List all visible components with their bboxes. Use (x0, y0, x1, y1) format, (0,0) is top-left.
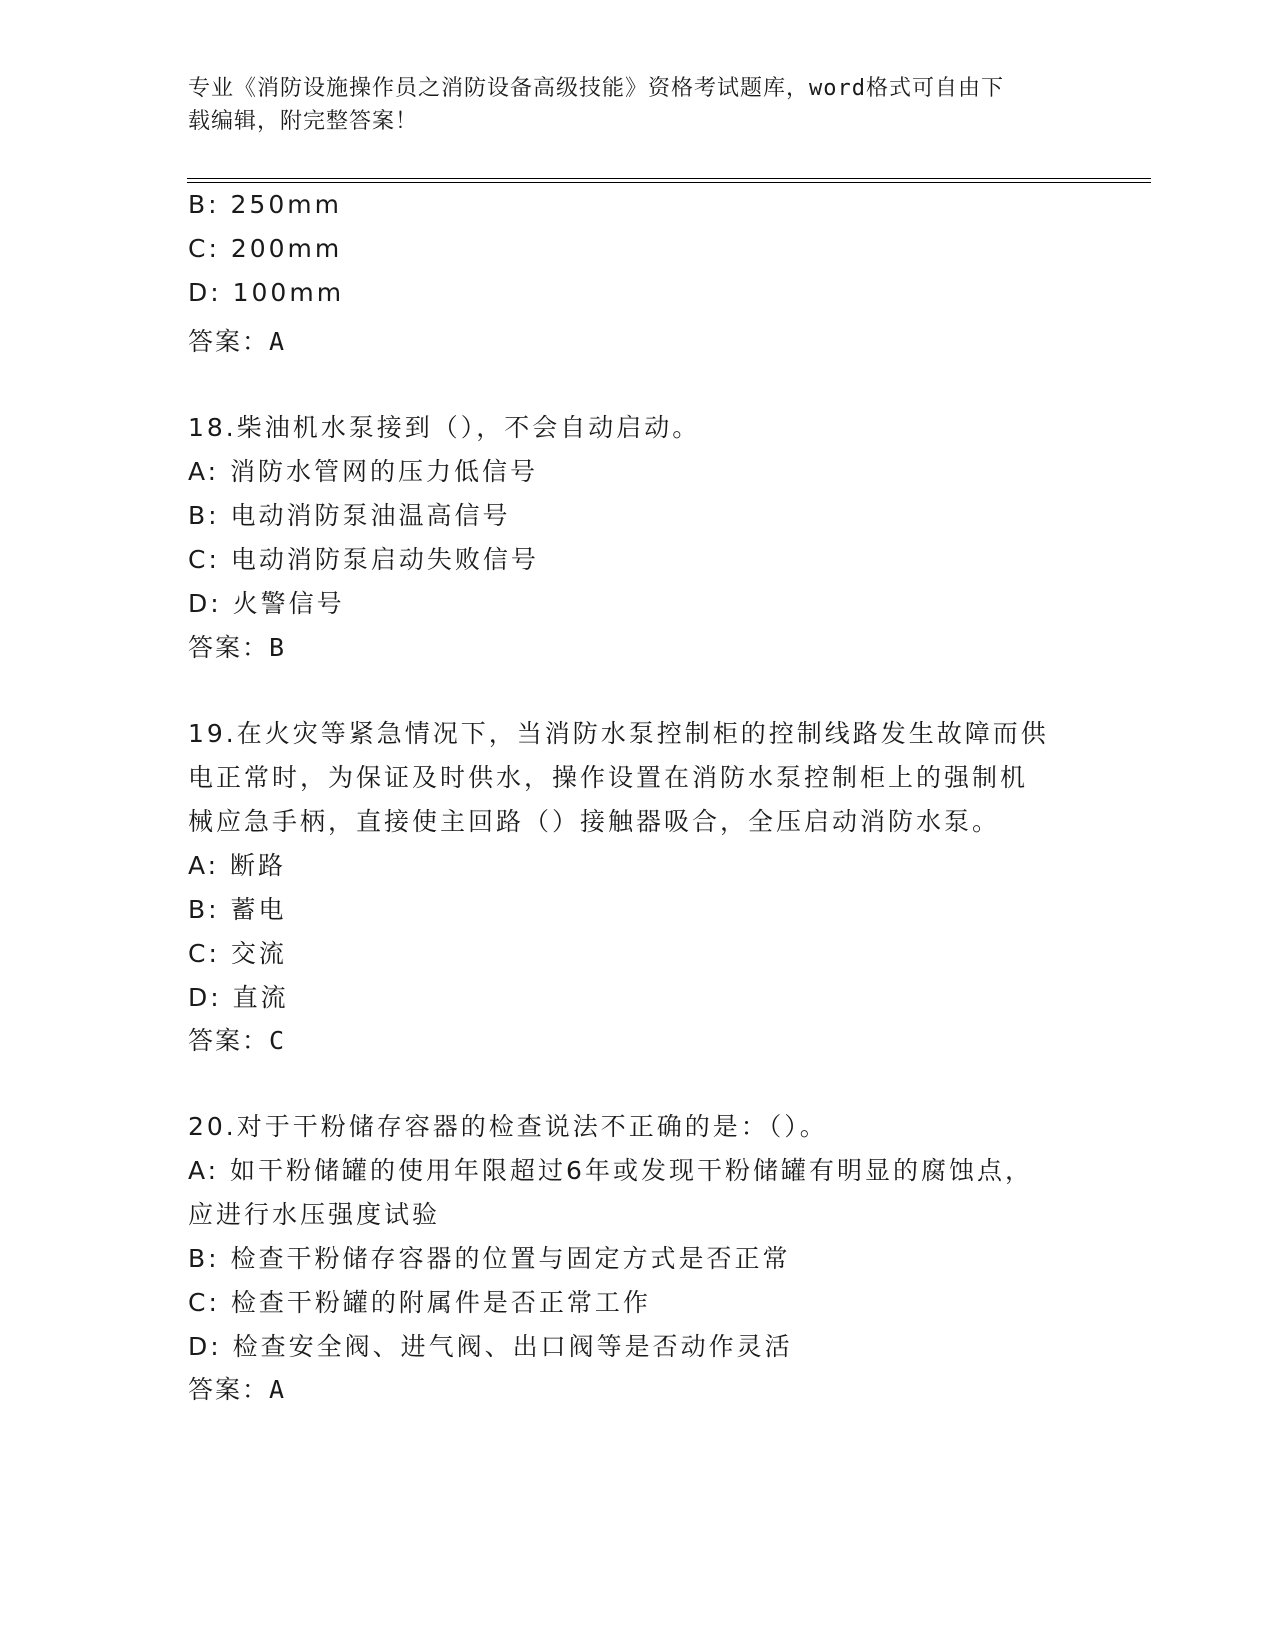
q19-option-c: C: 交流 (188, 939, 287, 968)
q19-answer (188, 1021, 286, 1057)
header-line-2: 载编辑，附完整答案！ (188, 109, 419, 134)
q17-answer (188, 322, 286, 358)
answer-label: 答案： (188, 1026, 270, 1055)
answer-label: 答案： (188, 633, 270, 662)
answer-value: B (269, 633, 287, 662)
q20-option-d: D: 检查安全阀、进气阀、出口阀等是否动作灵活 (188, 1332, 793, 1361)
q20-option-a: A: 如干粉储罐的使用年限超过6年或发现干粉储罐有明显的腐蚀点， (188, 1156, 1033, 1185)
q19-question-line-3: 械应急手柄，直接使主回路（）接触器吸合，全压启动消防水泵。 (188, 807, 1001, 836)
answer-value: A (269, 327, 287, 356)
answer-label: 答案： (188, 327, 270, 356)
q19-option-d: D: 直流 (188, 983, 289, 1012)
answer-label: 答案： (188, 1375, 270, 1404)
header-divider-bottom (187, 182, 1151, 183)
q20-option-b: B: 检查干粉储存容器的位置与固定方式是否正常 (188, 1244, 791, 1273)
q20-option-a-continued: 应进行水压强度试验 (188, 1200, 441, 1229)
q17-option-c: C: 200mm (188, 234, 343, 263)
q18-option-d: D: 火警信号 (188, 589, 345, 618)
answer-value: A (269, 1375, 287, 1404)
q18-option-a: A: 消防水管网的压力低信号 (188, 457, 539, 486)
q17-option-d: D: 100mm (188, 278, 345, 307)
document-header (188, 72, 1088, 138)
q20-option-c: C: 检查干粉罐的附属件是否正常工作 (188, 1288, 651, 1317)
q17-option-b: B: 250mm (188, 190, 342, 219)
q18-option-c: C: 电动消防泵启动失败信号 (188, 545, 539, 574)
q19-question-line-1: 19.在火灾等紧急情况下，当消防水泵控制柜的控制线路发生故障而供 (188, 719, 1049, 748)
q19-question-line-2: 电正常时，为保证及时供水，操作设置在消防水泵控制柜上的强制机 (188, 763, 1029, 792)
header-divider-top (187, 178, 1151, 179)
q18-question: 18.柴油机水泵接到（），不会自动启动。 (188, 413, 701, 442)
q20-question: 20.对于干粉储存容器的检查说法不正确的是：（）。 (188, 1112, 828, 1141)
q20-answer (188, 1370, 286, 1406)
q18-answer (188, 628, 286, 664)
q18-option-b: B: 电动消防泵油温高信号 (188, 501, 511, 530)
q19-option-a: A: 断路 (188, 851, 287, 880)
answer-value: C (269, 1026, 287, 1055)
q19-option-b: B: 蓄电 (188, 895, 287, 924)
header-line-1: 专业《消防设施操作员之消防设备高级技能》资格考试题库，word格式可自由下 (188, 76, 1004, 101)
